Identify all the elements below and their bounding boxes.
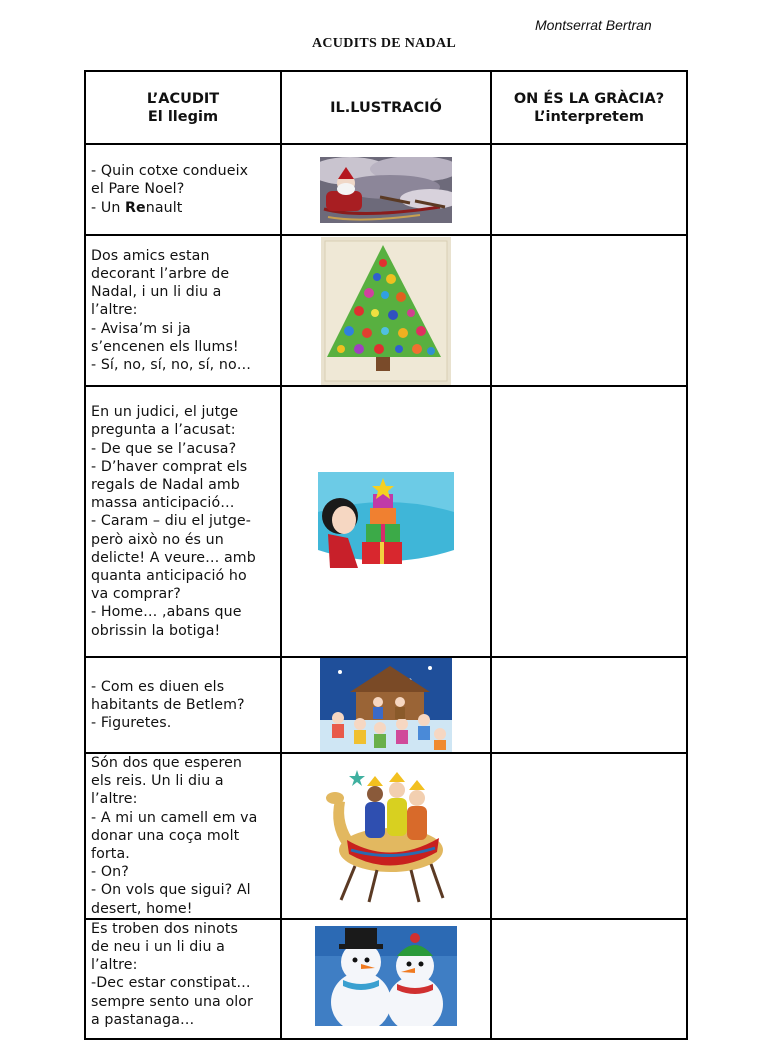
joke-line: l’altre: xyxy=(91,302,138,319)
joke-line: però això no és un xyxy=(91,531,224,548)
joke-line: - Caram – diu el jutge- xyxy=(91,513,251,530)
joke-line: l’altre: xyxy=(91,791,138,808)
joke-line: donar una coça molt xyxy=(91,827,240,844)
joke-line: -Dec estar constipat… xyxy=(91,975,251,992)
joke-line: habitants de Betlem? xyxy=(91,696,245,713)
joke-line xyxy=(91,199,276,217)
interpretation-cell[interactable] xyxy=(491,144,687,235)
table-row xyxy=(85,919,687,1039)
joke-line: - Home… ,abans que xyxy=(91,604,242,621)
header-joke-subtitle: El llegim xyxy=(147,108,219,125)
joke-line: obrissin la botiga! xyxy=(91,622,221,639)
joke-line: el Pare Noel? xyxy=(91,181,185,198)
joke-line: els reis. Un li diu a xyxy=(91,773,224,790)
joke-line: - On vols que sigui? Al xyxy=(91,882,251,899)
author-name: Montserrat Bertran xyxy=(535,17,652,33)
header-grace-title: ON ÉS LA GRÀCIA? xyxy=(513,90,665,107)
three-kings-camel-illustration xyxy=(321,766,451,906)
document-title: ACUDITS DE NADAL xyxy=(311,36,457,51)
joke-line: forta. xyxy=(91,846,130,863)
interpretation-cell[interactable] xyxy=(491,235,687,386)
interpretation-cell[interactable] xyxy=(491,386,687,657)
joke-line: - Figuretes. xyxy=(91,715,172,732)
joke-line: decorant l’arbre de xyxy=(91,265,230,282)
interpretation-cell[interactable] xyxy=(491,919,687,1039)
joke-line: a pastanaga… xyxy=(91,1011,195,1028)
joke-line: l’altre: xyxy=(91,957,138,974)
illustration-cell xyxy=(281,144,491,235)
joke-line: Dos amics estan xyxy=(91,247,210,264)
joke-line: quanta anticipació ho xyxy=(91,568,247,584)
header-illustration xyxy=(281,71,491,144)
joke-text xyxy=(85,144,281,235)
illustration-cell xyxy=(281,657,491,753)
christmas-tree-illustration xyxy=(321,237,451,385)
nativity-figures-illustration xyxy=(320,658,452,752)
header-joke xyxy=(85,71,281,144)
joke-bold-part: Re xyxy=(125,199,146,216)
joke-line: - Sí, no, sí, no, sí, no… xyxy=(91,357,252,373)
header-grace xyxy=(491,71,687,144)
joke-line: - De que se l’acusa? xyxy=(91,440,237,457)
joke-line: va comprar? xyxy=(91,586,181,603)
joke-line: s’encenen els llums! xyxy=(91,338,239,355)
joke-line: pregunta a l’acusat: xyxy=(91,422,236,439)
illustration-cell xyxy=(281,386,491,657)
joke-line: Nadal, i un li diu a xyxy=(91,284,222,301)
header-illustration-title: IL.LUSTRACIÓ xyxy=(330,99,442,116)
illustration-cell xyxy=(281,919,491,1039)
joke-line: Són dos que esperen xyxy=(91,755,243,771)
joke-line: sempre sento una olor xyxy=(91,993,253,1010)
joke-text-clip xyxy=(91,920,276,1028)
joke-text xyxy=(85,386,281,657)
table-row xyxy=(85,386,687,657)
joke-line: - A mi un camell em va xyxy=(91,809,258,826)
girl-with-gifts-illustration xyxy=(318,472,454,572)
table-row xyxy=(85,753,687,919)
jokes-table xyxy=(84,70,688,1040)
interpretation-cell[interactable] xyxy=(491,753,687,919)
header-joke-title: L’ACUDIT xyxy=(146,90,220,107)
joke-line: regals de Nadal amb xyxy=(91,476,240,493)
joke-text xyxy=(85,657,281,753)
joke-line: - On? xyxy=(91,864,129,881)
header-grace-subtitle: L’interpretem xyxy=(534,108,644,125)
joke-text xyxy=(85,235,281,386)
joke-line-end: nault xyxy=(145,199,183,216)
header-row xyxy=(85,71,687,144)
joke-line: massa anticipació… xyxy=(91,495,235,512)
joke-line-start: - Un xyxy=(91,199,126,216)
joke-line: Es troben dos ninots xyxy=(91,920,239,937)
illustration-cell xyxy=(281,753,491,919)
santa-sleigh-illustration xyxy=(320,157,452,223)
joke-line: delicte! A veure… amb xyxy=(91,549,256,566)
joke-line: desert, home! xyxy=(91,900,193,917)
joke-line: de neu i un li diu a xyxy=(91,939,225,956)
interpretation-cell[interactable] xyxy=(491,657,687,753)
snowmen-illustration xyxy=(315,926,457,1026)
table-row xyxy=(85,235,687,386)
table-row xyxy=(85,144,687,235)
joke-line: - D’haver comprat els xyxy=(91,458,248,475)
joke-line: - Com es diuen els xyxy=(91,678,225,695)
joke-line: - Avisa’m si ja xyxy=(91,320,191,337)
joke-text xyxy=(85,919,281,1039)
illustration-cell xyxy=(281,235,491,386)
joke-line: En un judici, el jutge xyxy=(91,404,239,421)
table-row xyxy=(85,657,687,753)
joke-line: - Quin cotxe condueix xyxy=(91,163,249,180)
joke-text xyxy=(85,753,281,919)
